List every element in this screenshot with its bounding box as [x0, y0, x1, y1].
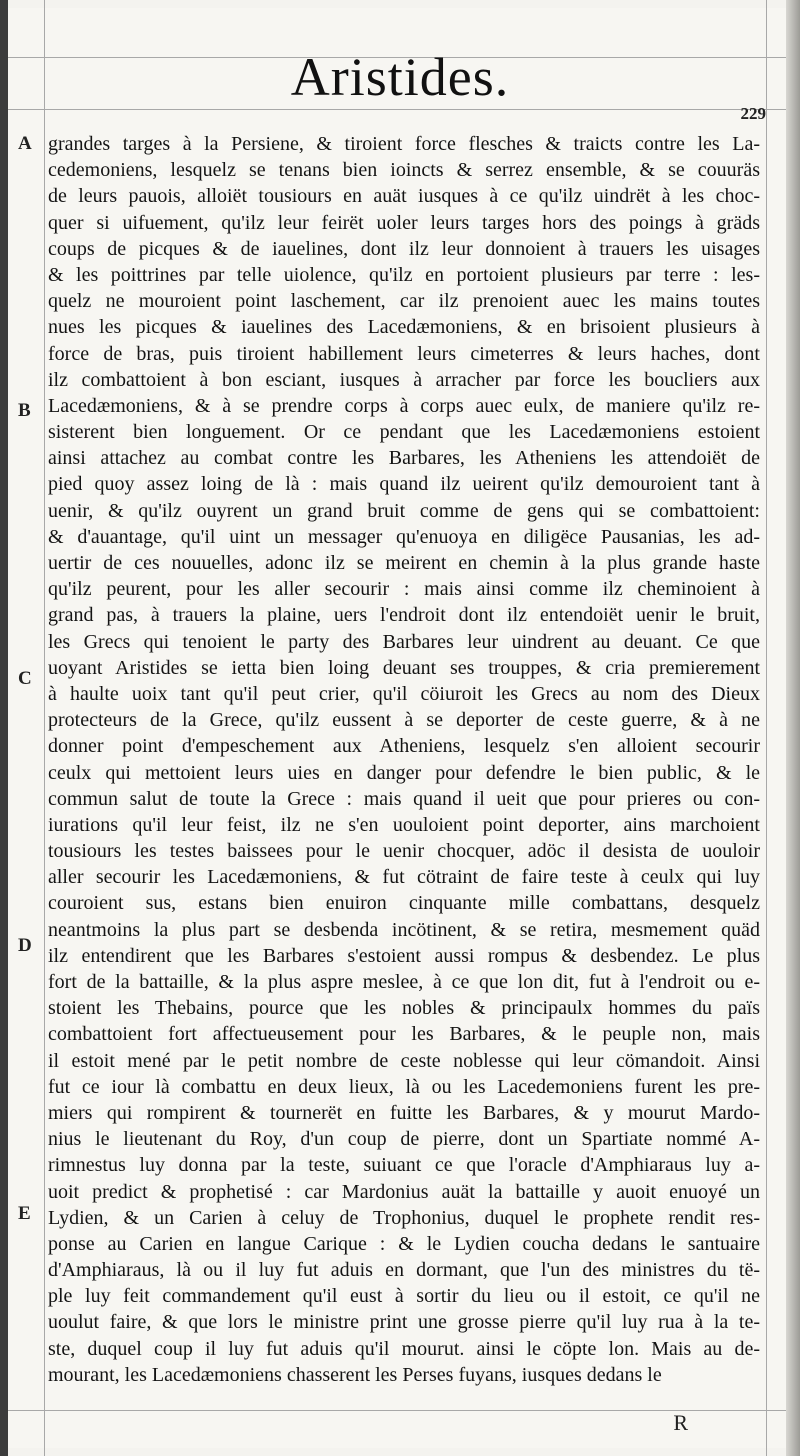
- text-line: uoulut faire, & que lors le ministre print une grosse pierre qu'il luy rua à la te-: [48, 1311, 760, 1334]
- text-line: cedemoniens, lesquelz se tenans bien ioincts & serrez ensemble, & se couuräs: [48, 159, 760, 182]
- text-line: neantmoins la plus part se desbenda incötinent, & se retira, mesmement quäd: [48, 918, 760, 941]
- margin-letter-b: B: [18, 400, 31, 421]
- signature-mark: R: [673, 1410, 688, 1435]
- text-line: grand pas, à trauers la plaine, uers l'endroit dont ilz entendoiët uenir le bruit,: [48, 604, 760, 627]
- margin-letter-c: C: [18, 668, 32, 689]
- text-line: commun salut de toute la Grece : mais quand il ueit que pour prieres ou con-: [48, 787, 760, 810]
- text-line: de leurs pauois, alloiët tousiours en auät iusques à ce qu'ilz uindrët à les choc-: [48, 185, 760, 208]
- text-line: quelz ne mouroient point laschement, car ilz prenoient auec les mains toutes: [48, 290, 760, 313]
- page-number: 229: [740, 104, 766, 123]
- margin-letter-d: D: [18, 935, 32, 956]
- text-line: coups de picques & de iauelines, dont ilz leur donnoient à trauers les uisages: [48, 237, 760, 260]
- body-text: [48, 131, 760, 1388]
- text-line: nues les picques & iauelines des Lacedæmoniens, & en brisoient plusieurs à: [48, 316, 760, 339]
- text-line: aller secourir les Lacedæmoniens, & fut cötraint de faire teste à ceulx qui luy: [48, 866, 760, 889]
- text-line: ilz entendirent que les Barbares s'estoient aussi rompus & desbendez. Le plus: [48, 944, 760, 967]
- text-line: force de bras, puis tiroient habillement leurs cimeterres & leurs haches, dont: [48, 342, 760, 365]
- text-line: les Grecs qui tenoient le party des Barbares leur uindrent au deuant. Ce que: [48, 630, 760, 653]
- text-line: combattoient fort affectueusement pour les Barbares, & le peuple non, mais: [48, 1023, 760, 1046]
- page-edge-shadow: [786, 0, 800, 1456]
- text-line: il estoit mené par le petit nombre de ceste noblesse qui leur cömandoit. Ainsi: [48, 1049, 760, 1072]
- text-line: fut ce iour là combattu en deux lieux, là ou les Lacedemoniens furent les pre-: [48, 1075, 760, 1098]
- text-line: ilz combattoient à bon esciant, iusques à arracher par force les boucliers aux: [48, 368, 760, 391]
- margin-rule-right: [766, 0, 767, 1456]
- text-line: nius le lieutenant du Roy, d'un coup de pierre, dont un Spartiate nommé A-: [48, 1128, 760, 1151]
- text-line: d'Amphiaraus, là ou il luy fut aduis en dormant, que l'un des ministres du të-: [48, 1259, 760, 1282]
- text-line: Lydien, & un Carien à celuy de Trophonius, duquel le prophete rendit res-: [48, 1206, 760, 1229]
- header-rule-bottom: [8, 109, 786, 110]
- footer-rule: [8, 1410, 786, 1411]
- text-line: tousiours les testes baissees pour le uenir chocquer, adöc il desista de uouloir: [48, 840, 760, 863]
- text-line: donner point d'empeschement aux Atheniens, lesquelz s'en alloient secourir: [48, 735, 760, 758]
- text-line: iurations qu'il leur feist, ilz ne s'en uouloient point deporter, ains marchoient: [48, 813, 760, 836]
- text-line: grandes targes à la Persiene, & tiroient force flesches & traicts contre les La-: [48, 133, 760, 155]
- text-line: ple luy feit commandement qu'il eust à sortir du lieu ou il estoit, ce qu'il ne: [48, 1285, 760, 1308]
- text-line: ainsi attachez au combat contre les Barbares, les Atheniens les attendoiët de: [48, 447, 760, 470]
- text-line: Lacedæmoniens, & à se prendre corps à corps auec eulx, de maniere qu'ilz re-: [48, 394, 760, 417]
- text-line: stoient les Thebains, pource que les nobles & principaulx hommes du païs: [48, 997, 760, 1020]
- text-line: protecteurs de la Grece, qu'ilz eussent à se deporter de ceste guerre, & à ne: [48, 709, 760, 732]
- text-line: ste, duquel coup il luy fut aduis qu'il mourut. ainsi le cöpte lon. Mais au de-: [48, 1337, 760, 1360]
- text-line: à haulte uoix tant qu'il peut crier, qu'il cöiuroit les Grecs au nom des Dieux: [48, 682, 760, 705]
- margin-rule-left: [44, 0, 45, 1456]
- text-line: rimnestus luy donna par la teste, suiuant ce que l'oracle d'Amphiaraus luy a-: [48, 1154, 760, 1177]
- text-line: couroient sus, estans bien enuiron cinquante mille combattans, desquelz: [48, 892, 760, 915]
- text-line: uoyant Aristides se ietta bien loing deuant ses trouppes, & cria premierement: [48, 656, 760, 679]
- text-line: qu'ilz peurent, pour les aller secourir : mais ainsi comme ilz cheminoient à: [48, 578, 760, 601]
- text-line: miers qui rompirent & tournerët en fuitte les Barbares, & y mourut Mardo-: [48, 1101, 760, 1124]
- text-line: sisterent bien longuement. Or ce pendant que les Lacedæmoniens estoient: [48, 421, 760, 444]
- text-line: & d'auantage, qu'il uint un messager qu'enuoya en diligëce Pausanias, les ad-: [48, 525, 760, 548]
- text-line: quer si uifuement, qu'ilz leur feirët uoler leurs targes hors des poings à gräds: [48, 211, 760, 234]
- text-line: mourant, les Lacedæmoniens chasserent les Perses fuyans, iusques dedans le: [48, 1363, 662, 1386]
- text-line: uenir, & qu'ilz ouyrent un grand bruit comme de gens qui se combattoient:: [48, 499, 760, 522]
- text-line: & les poittrines par telle uiolence, qu'ilz en portoient plusieurs par terre : les-: [48, 263, 760, 286]
- margin-letter-e: E: [18, 1203, 31, 1224]
- binding-shadow: [0, 0, 8, 1456]
- margin-letter-a: A: [18, 133, 32, 154]
- text-line: uertir de ces nouuelles, adonc ilz se meirent en chemin à la plus grande haste: [48, 552, 760, 574]
- text-line: uoit predict & prophetisé : car Mardonius auät la battaille y auoit enuoyé un: [48, 1180, 760, 1203]
- running-title: Aristides.: [290, 47, 510, 107]
- text-line: pied quoy assez loing de là : mais quand ilz ueirent qu'ilz demouroient tant à: [48, 473, 760, 496]
- text-line: ceulx qui mettoient leurs uies en danger pour defendre le bien public, & le: [48, 761, 760, 784]
- text-line: ponse au Carien en langue Carique : & le Lydien coucha dedans le santuaire: [48, 1232, 760, 1255]
- text-line: fort de la battaille, & la plus aspre meslee, à ce que lon dit, fut à l'endroit ou e-: [48, 971, 760, 993]
